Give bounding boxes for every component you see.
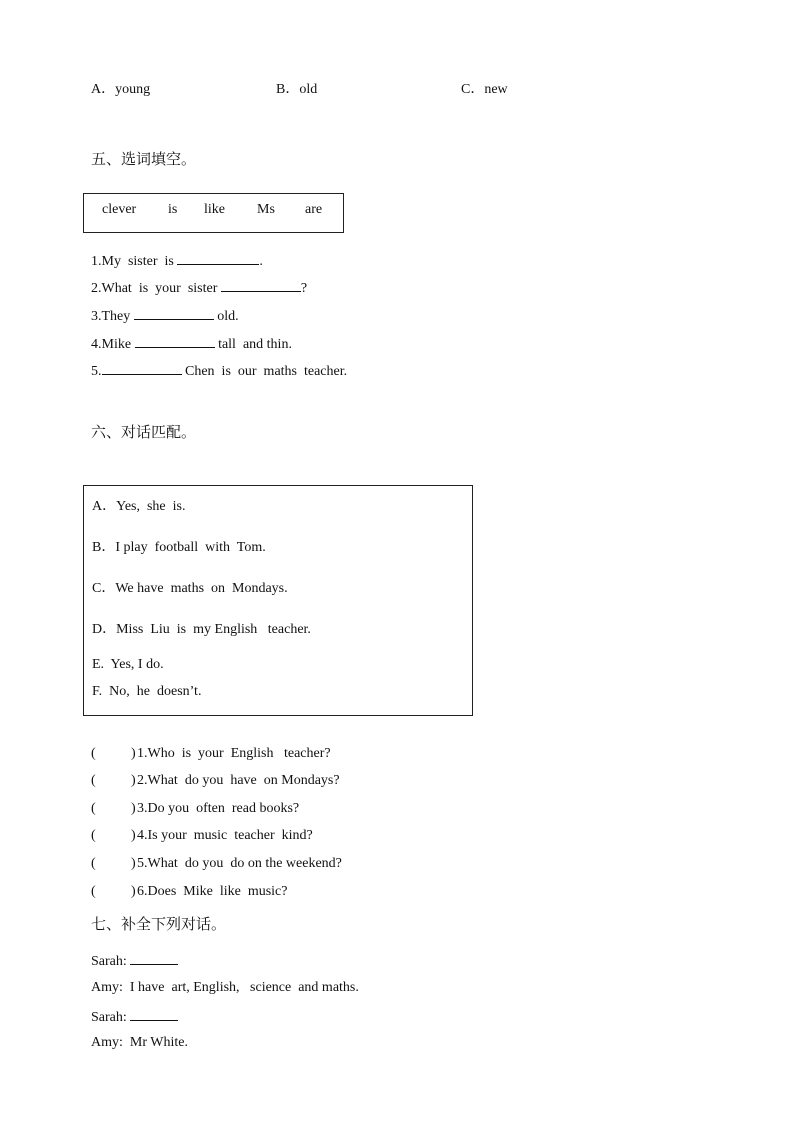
section7-title: 七、补全下列对话。 [91,915,227,933]
item-text: old. [213,309,239,324]
word-bank-word: clever [102,202,137,217]
word-bank-word: Ms [257,202,275,217]
question-text: 1.Who is your English teacher? [137,746,331,761]
option-letter: C． [461,82,485,97]
answer-paren: ( [91,801,96,816]
answer-paren: ( [91,746,96,761]
option-a [91,82,150,98]
dialogue-text: Mr White. [129,1035,188,1050]
answer-blank [102,362,182,375]
dialogue-line-2 [91,980,359,996]
answer-blank [134,307,214,320]
dialogue-text: I have art, English, science and maths. [129,980,359,995]
section6-title: 六、对话匹配。 [91,423,197,441]
answer-paren: ) [131,746,136,761]
dialogue-line-3 [91,1008,178,1026]
question-text: 3.Do you often read books? [137,801,300,816]
speaker: Sarah: [91,1010,131,1025]
answer-paren: ) [131,884,136,899]
match-question-4 [91,828,491,844]
match-question-2 [91,773,491,789]
answer-option: D．Miss Liu is my English teacher. [92,622,311,637]
speaker: Amy: [91,980,130,995]
word-bank-word: is [168,202,178,217]
answer-paren: ( [91,856,96,871]
word-bank-box [83,193,344,233]
option-text: old [299,82,318,97]
item-text: 2.What is your sister [91,281,221,296]
answer-paren: ) [131,801,136,816]
item-text: tall and thin. [214,337,292,352]
answer-blank [221,279,301,292]
answer-paren: ( [91,828,96,843]
option-letter: A． [91,82,116,97]
item-text: 1.My sister is [91,254,178,269]
answer-option: A．Yes, she is. [92,499,186,514]
option-b [276,82,317,98]
fill-item-1 [91,252,263,270]
option-text: young [115,82,151,97]
answer-blank [130,952,178,965]
dialogue-line-1 [91,952,178,970]
answer-option: F. No, he doesn’t. [92,684,202,699]
answer-paren: ( [91,773,96,788]
answer-paren: ( [91,884,96,899]
question-text: 6.Does Mike like music? [137,884,288,899]
speaker: Sarah: [91,954,131,969]
item-text: 4.Mike [91,337,135,352]
fill-item-2 [91,279,307,297]
item-text: 3.They [91,309,134,324]
word-bank-word: are [305,202,323,217]
option-c [461,82,508,98]
speaker: Amy: [91,1035,130,1050]
item-text: Chen is our maths teacher. [181,364,348,379]
fill-item-5 [91,362,347,380]
question-text: 5.What do you do on the weekend? [137,856,342,871]
answer-options-box [83,485,473,716]
answer-paren: ) [131,773,136,788]
fill-item-3 [91,307,239,325]
question-text: 4.Is your music teacher kind? [137,828,313,843]
item-text: . [259,254,263,269]
answer-option: C．We have maths on Mondays. [92,581,288,596]
match-question-5 [91,856,491,872]
item-text: ? [300,281,308,296]
item-text: 5. [91,364,102,379]
question-text: 2.What do you have on Mondays? [137,773,340,788]
option-letter: B． [276,82,300,97]
option-text: new [484,82,508,97]
answer-blank [135,335,215,348]
section5-title: 五、选词填空。 [91,150,197,168]
answer-blank [130,1008,178,1021]
answer-option: B．I play football with Tom. [92,540,266,555]
answer-option: E. Yes, I do. [92,657,164,672]
match-question-3 [91,801,491,817]
match-question-1 [91,746,491,762]
answer-blank [177,252,259,265]
dialogue-line-4 [91,1035,188,1051]
answer-paren: ) [131,856,136,871]
answer-paren: ) [131,828,136,843]
word-bank-word: like [204,202,225,217]
fill-item-4 [91,335,292,353]
match-question-6 [91,884,491,900]
